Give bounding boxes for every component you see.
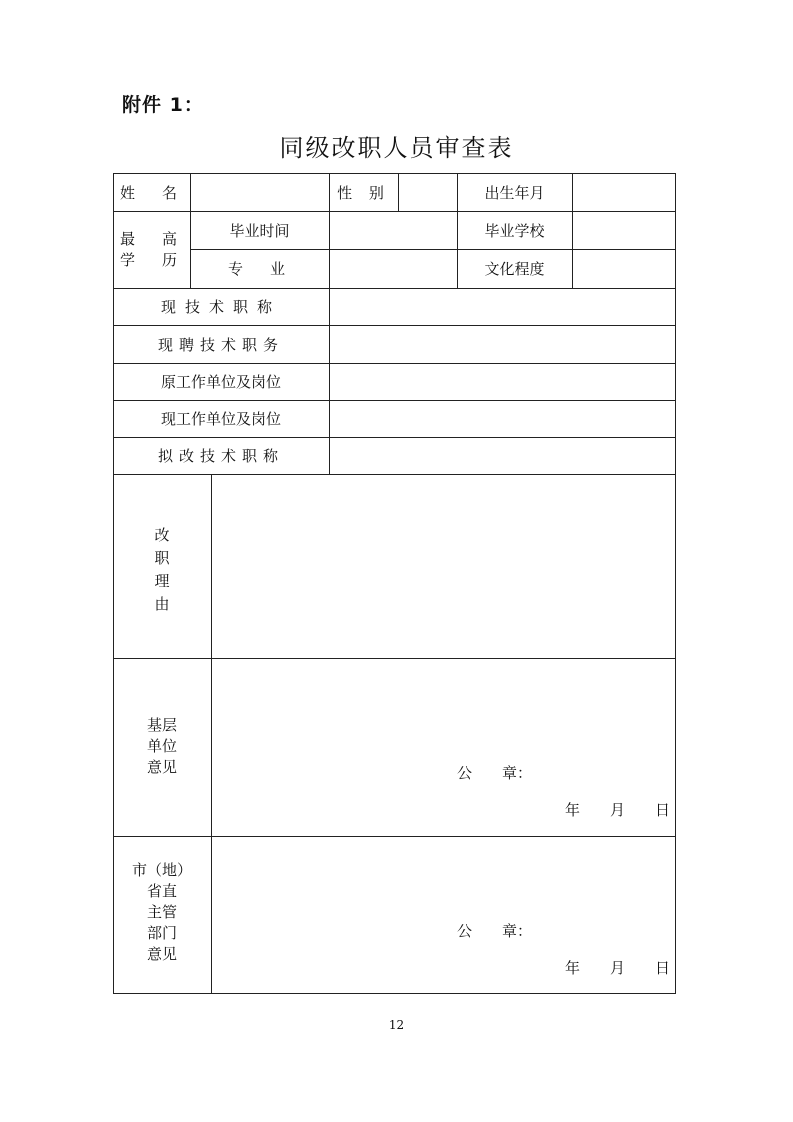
reason-char: 理: [154, 572, 170, 590]
grassroots-opinion-label: [113, 715, 211, 778]
city-dept-date-label: 年 月 日: [565, 959, 671, 977]
reason-char: 改: [154, 526, 170, 544]
highest-education-line1: 最 高: [119, 230, 183, 248]
current-hired-post-label: 现聘技术职务: [157, 335, 284, 354]
proposed-title-field[interactable]: [329, 437, 675, 474]
table-border-bottom: [113, 993, 676, 994]
current-title-field[interactable]: [329, 288, 675, 325]
graduation-time-field[interactable]: [329, 211, 457, 249]
culture-level-label: 文化程度: [484, 260, 545, 278]
form-title: 同级改职人员审查表: [279, 134, 514, 162]
graduation-school-label: 毕业学校: [484, 221, 545, 240]
current-title-label: 现技术职称: [160, 298, 281, 316]
current-unit-post-label: 现工作单位及岗位: [160, 410, 281, 428]
reason-label: [113, 524, 211, 616]
name-field[interactable]: [190, 173, 329, 211]
proposed-title-label: 拟改技术职称: [157, 447, 284, 465]
city-dept-seal-label: 公 章：: [457, 922, 533, 940]
major-label: 专 业: [227, 260, 291, 278]
birth-field[interactable]: [572, 173, 675, 211]
name-label: 姓 名: [119, 183, 183, 202]
city-dept-opinion-line: 省直: [146, 882, 177, 900]
gender-label: 性 别: [337, 183, 390, 202]
original-unit-post-label: 原工作单位及岗位: [160, 373, 281, 391]
major-field[interactable]: [329, 249, 457, 288]
grassroots-opinion-line: 基层: [146, 716, 177, 734]
culture-level-field[interactable]: [572, 249, 675, 288]
grassroots-seal-label: 公 章：: [457, 764, 533, 782]
city-dept-opinion-line: 市（地）: [131, 861, 192, 879]
birth-label: 出生年月: [484, 183, 545, 202]
graduation-school-field[interactable]: [572, 211, 675, 249]
city-dept-opinion-line: 主管: [146, 903, 177, 921]
grassroots-opinion-line: 单位: [146, 737, 177, 755]
city-dept-opinion-line: 意见: [146, 945, 177, 963]
highest-education-line2: 学 历: [119, 251, 183, 269]
gender-field[interactable]: [398, 173, 457, 211]
attachment-label: 附件 1：: [122, 94, 204, 116]
original-unit-post-field[interactable]: [329, 363, 675, 400]
city-dept-opinion-label: [113, 860, 211, 965]
page-number: 12: [388, 1018, 405, 1032]
reason-field[interactable]: [212, 475, 675, 658]
reason-char: 由: [154, 595, 170, 613]
grassroots-date-label: 年 月 日: [565, 801, 671, 819]
current-unit-post-field[interactable]: [329, 400, 675, 437]
table-border-right: [675, 173, 676, 993]
city-dept-opinion-line: 部门: [146, 924, 177, 942]
grassroots-opinion-line: 意见: [146, 758, 177, 776]
graduation-time-label: 毕业时间: [229, 221, 290, 240]
reason-char: 职: [154, 549, 170, 567]
highest-education-label: [113, 229, 190, 271]
current-hired-post-field[interactable]: [329, 325, 675, 363]
